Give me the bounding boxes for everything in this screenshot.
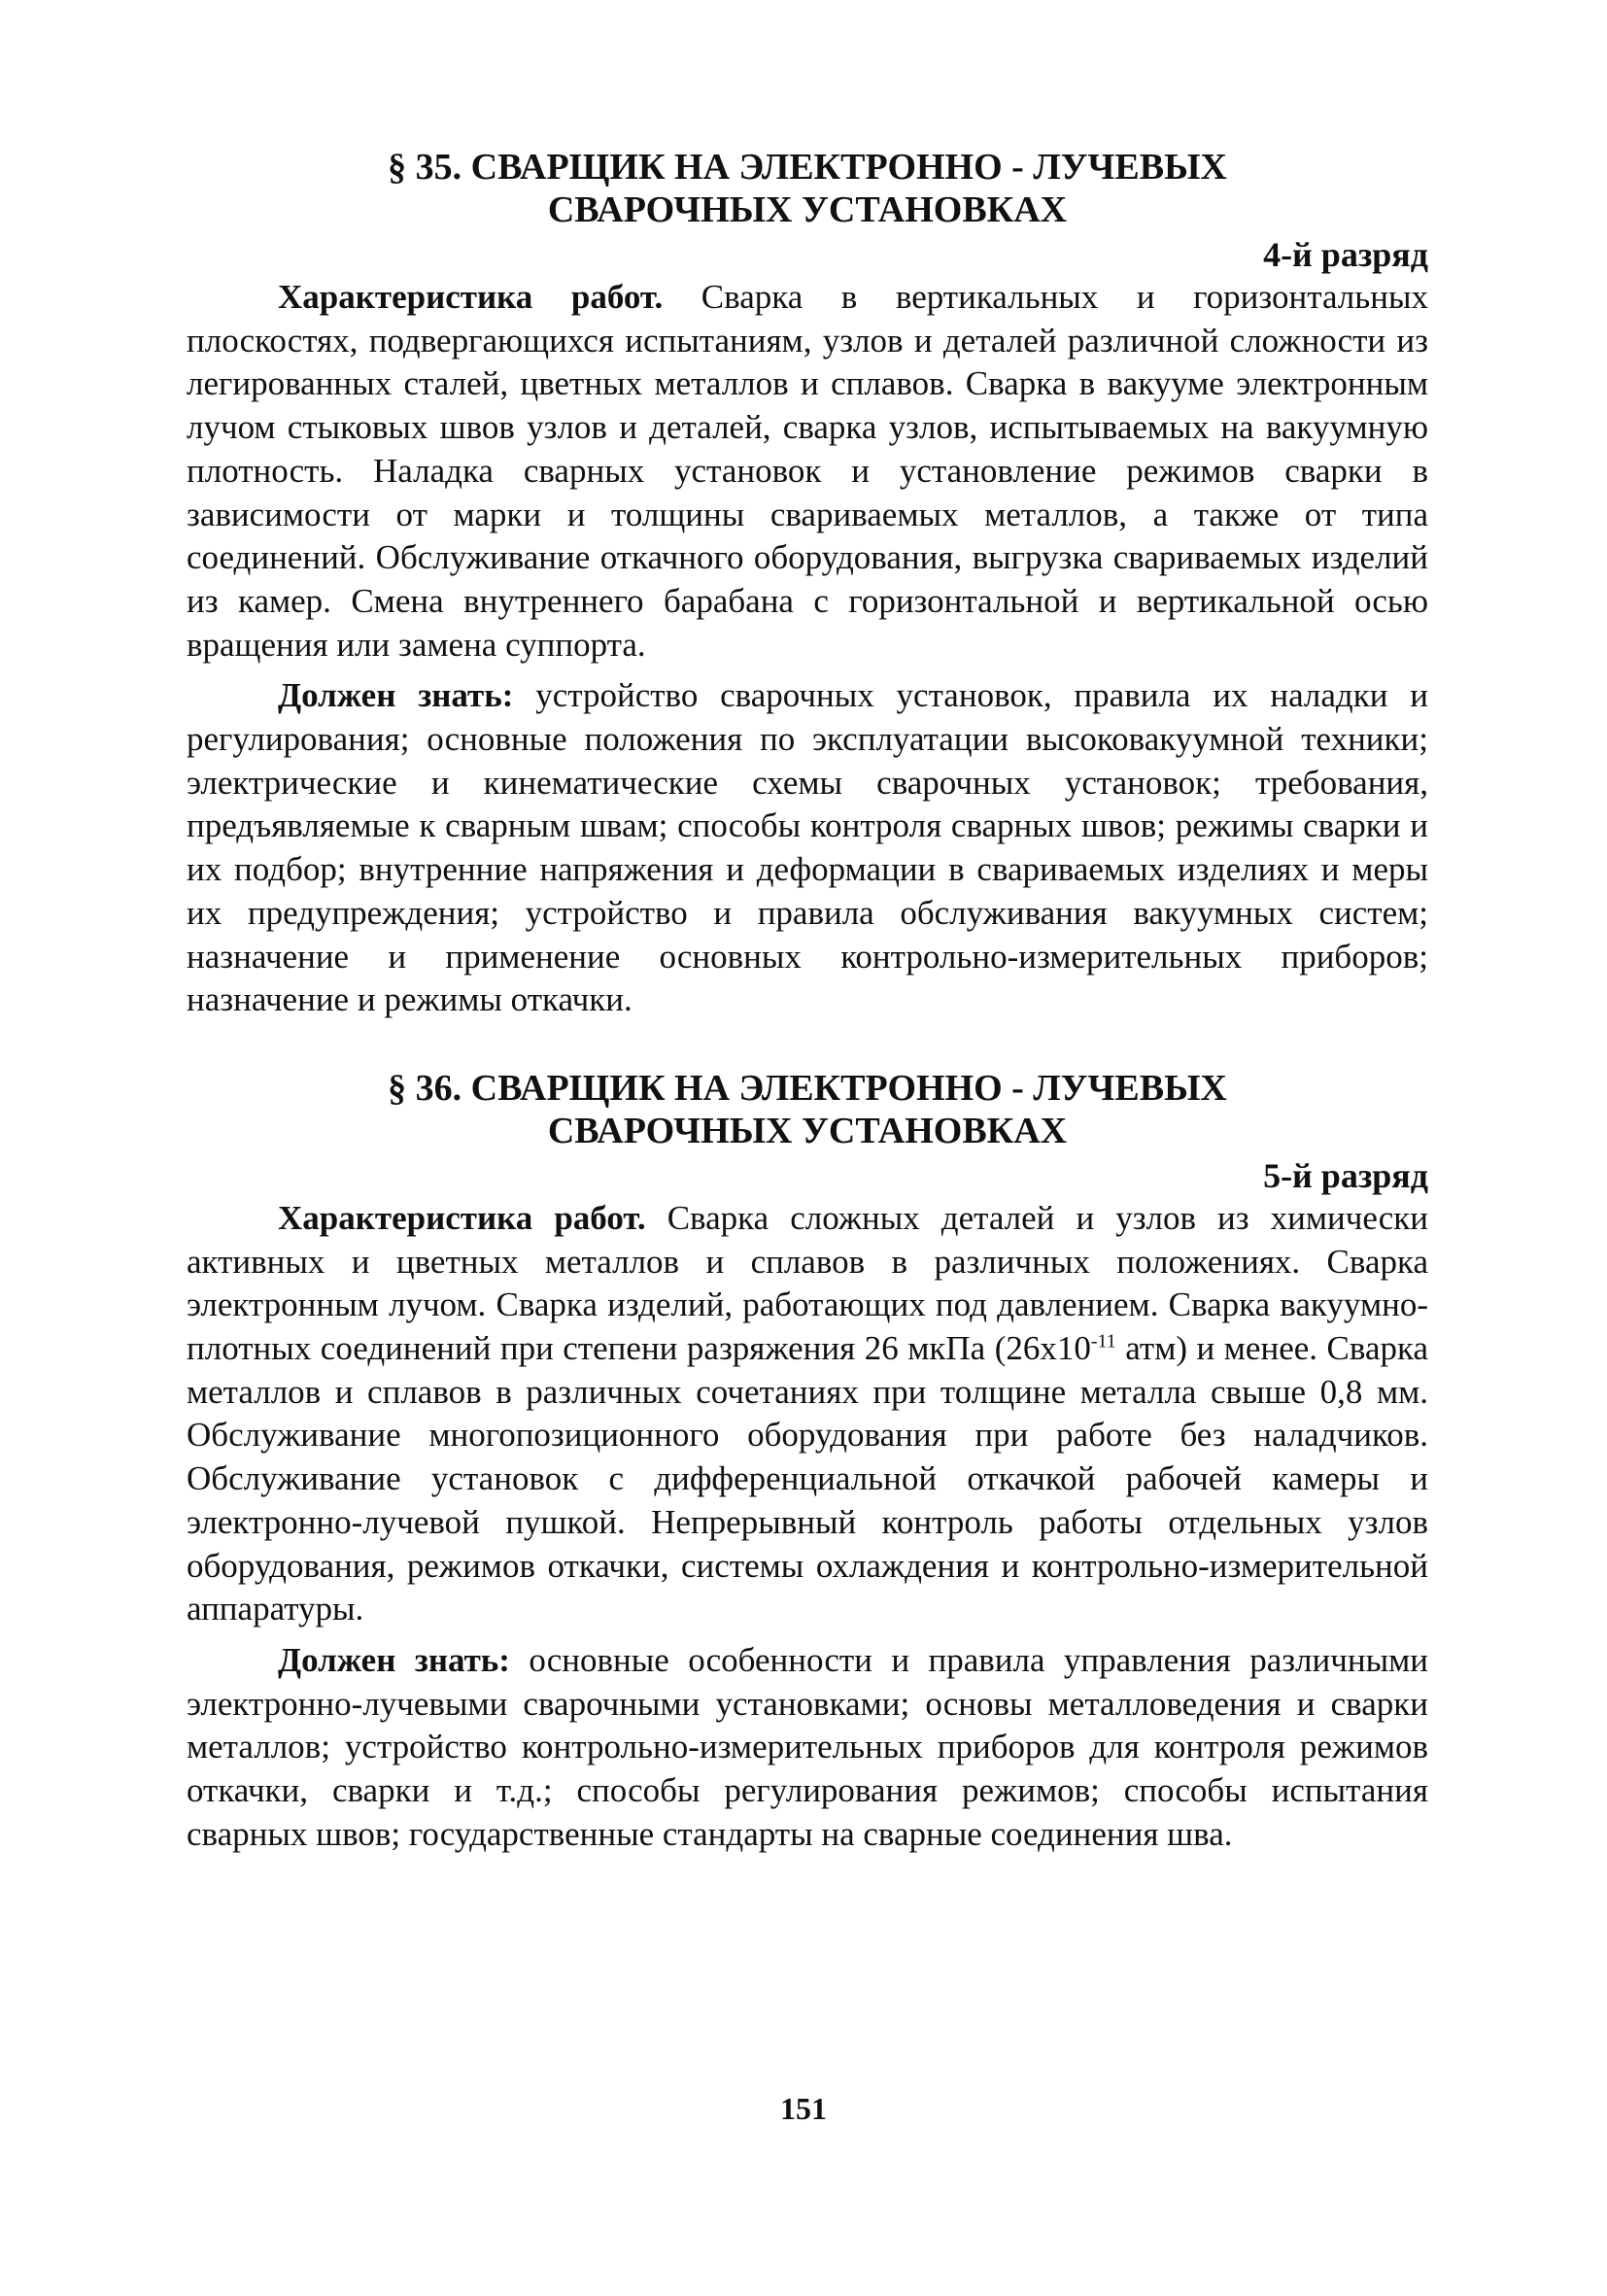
work-description-text-part-2: атм) и менее. Сварка металлов и сплавов в различных сочетаниях при толщине металла свыше 0,8 мм. Обслуживание многопозиционного оборудования при работе без наладчиков. Обслуживание установок с дифференциальной откачкой рабочей камеры и электронно-лучевой пушкой. Непрерывный контроль работы отдельных узлов оборудования, режимов откачки, системы охлаждения и контрольно-измерительной аппаратуры. [187, 1329, 1428, 1628]
work-description-paragraph [187, 276, 1428, 667]
section-title-line-1: § 35. СВАРЩИК НА ЭЛЕКТРОННО - ЛУЧЕВЫХ [388, 147, 1227, 188]
page-number: 151 [780, 2091, 827, 2126]
section-title-line-2: СВАРОЧНЫХ УСТАНОВКАХ [547, 189, 1068, 230]
grade-label: 5-й разряд [1263, 1155, 1428, 1195]
section-title [187, 1067, 1428, 1152]
knowledge-label: Должен знать: [278, 1640, 510, 1679]
work-description-label: Характеристика работ. [278, 1198, 646, 1237]
work-description-text-part-1: Сварка сложных деталей и узлов из химически активных и цветных металлов и сплавов в различных положениях. Сварка электронным лучом. Сварка изделий, работающих под давлением. Сварка вакуумно-плотных соединений при степени разряжения 26 мкПа (26х10 [187, 1198, 1429, 1368]
knowledge-label: Должен знать: [278, 676, 514, 715]
work-description-label: Характеристика работ. [278, 278, 664, 316]
knowledge-paragraph [187, 674, 1428, 1022]
work-description-paragraph [187, 1197, 1428, 1631]
section-title [187, 146, 1428, 231]
grade-label: 4-й разряд [1263, 235, 1428, 274]
work-description-text: Сварка в вертикальных и горизонтальных плоскостях, подвергающихся испытаниям, узлов и деталей различной сложности из легированных сталей, цветных металлов и сплавов. Сварка в вакууме электронным лучом стыковых швов узлов и деталей, сварка узлов, испытываемых на вакуумную плотность. Наладка сварных установок и установление режимов сварки в зависимости от марки и толщины свариваемых металлов, а также от типа соединений. Обслуживание откачного оборудования, выгрузка свариваемых изделий из камер. Смена внутреннего барабана с горизонтальной и вертикальной осью вращения или замена суппорта. [187, 278, 1428, 664]
section-title-line-2: СВАРОЧНЫХ УСТАНОВКАХ [547, 1110, 1068, 1151]
knowledge-text: основные особенности и правила управления различными электронно-лучевыми сварочными установками; основы металловедения и сварки металлов; устройство контрольно-измерительных приборов для контроля режимов откачки, сварки и т.д.; способы регулирования режимов; способы испытания сварных швов; государственные стандарты на сварные соединения шва. [187, 1640, 1428, 1853]
exponent: -11 [1090, 1330, 1116, 1353]
knowledge-text: устройство сварочных установок, правила их наладки и регулирования; основные положения по эксплуатации высоковакуумной техники; электрические и кинематические схемы сварочных установок; требования, предъявляемые к сварным швам; способы контроля сварных швов; режимы сварки и их подбор; внутренние напряжения и деформации в свариваемых изделиях и меры их предупреждения; устройство и правила обслуживания вакуумных систем; назначение и применение основных контрольно-измерительных приборов; назначение и режимы откачки. [187, 676, 1429, 1019]
section-36 [187, 1067, 1428, 1857]
section-title-line-1: § 36. СВАРЩИК НА ЭЛЕКТРОННО - ЛУЧЕВЫХ [388, 1067, 1227, 1109]
section-35 [187, 146, 1428, 1022]
knowledge-paragraph [187, 1639, 1428, 1857]
page-content [187, 146, 1428, 1857]
